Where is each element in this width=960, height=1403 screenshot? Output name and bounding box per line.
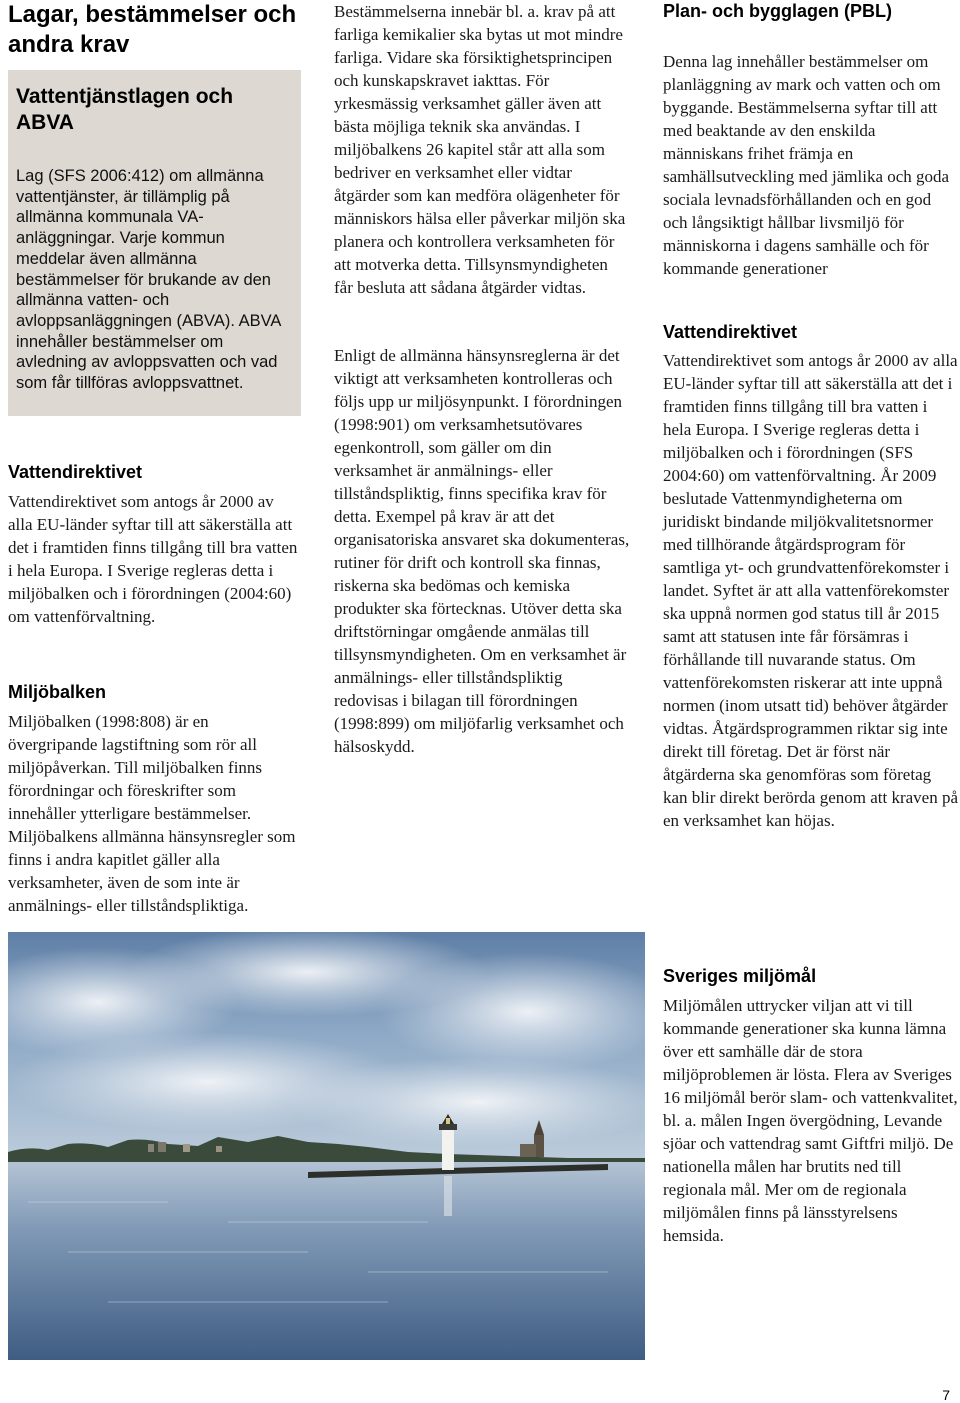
abva-box-body: Lag (SFS 2006:412) om allmänna vattentjänster, är tillämplig på allmänna kommunala VA-anläggningar. Varje kommun meddelar även allmänna bestämmelser för brukande av den allmänna vatten- och avloppsanläggningen (ABVA). ABVA innehåller bestämmelser om avledning av avloppsvatten och vad som får tillföras avloppsvattnet.: [16, 167, 281, 393]
abva-box-title: Vattentjänstlagen och ABVA: [16, 85, 234, 134]
vattendirektivet-body-col1: Vattendirektivet som antogs år 2000 av alla EU-länder syftar till att säkerställa att det i framtiden finns tillgång till bra vatten i hela Europa. I Sverige regleras detta i miljöbalken och i förordningen (2004:60) om vattenförvaltning.: [8, 492, 298, 626]
pbl-heading: Plan- och bygglagen (PBL): [663, 1, 893, 21]
miljobalken-continued-para2: Enligt de allmänna hänsynsreglerna är det viktigt att verksamheten kontrolleras och följs upp ur miljösynpunkt. I förordningen (1998:901) om verksamhetsutövares egenkontroll, som gäller om din verksamhet är anmälnings- eller tillståndspliktig, finns specifika krav för detta. Exempel på krav är att det organisatoriska ansvaret ska dokumenteras, rutiner för drift och kontroll ska finnas, riskerna ska bedömas och kemiska produkter ska förtecknas. Utöver detta ska driftstörningar omgående anmälas till tillsynsmyndigheten. Om en verksamhet är anmälnings- eller tillståndspliktig redovisas i bilagan till förordningen (1998:899) om miljöfarlig verksamhet och hälsoskydd.: [334, 346, 630, 756]
abva-info-box: [8, 70, 301, 416]
miljobalken-heading: Miljöbalken: [8, 682, 107, 702]
lake-lighthouse-photo: [8, 932, 645, 1360]
miljobalken-continued-para1: Bestämmelserna innebär bl. a. krav på att farliga kemikalier ska bytas ut mot mindre farliga. Vidare ska försiktighetsprincipen och kunskapskravet iakttas. För yrkesmässig verksamhet gäller även att bästa möjliga teknik ska användas. I miljöbalkens 26 kapitel står att alla som bedriver en verksamhet eller vidtar åtgärder som kan medföra olägenheter för människors hälsa eller påverkar miljön ska planera och kontrollera verksamheten för att motverka detta. Tillsynsmyndigheten får besluta att sådana åtgärder vidtas.: [334, 2, 626, 297]
page-title: Lagar, bestämmelser och andra krav: [8, 1, 297, 58]
vattendirektivet-heading-col1: Vattendirektivet: [8, 462, 143, 482]
pbl-body: Denna lag innehåller bestämmelser om planläggning av mark och vatten och om byggande. Bestämmelserna syftar till att med beaktande av den enskilda människans frihet främja en samhällsutveckling med jämlika och goda sociala levnadsförhållanden och en god och långsiktigt hållbar livsmiljö för människorna i dagens samhälle och för kommande generationer: [663, 52, 950, 278]
vattendirektivet-body-col3: Vattendirektivet som antogs år 2000 av alla EU-länder syftar till att säkerställa att det i framtiden finns tillgång till bra vatten i hela Europa. I Sverige regleras detta i miljöbalken och i förordningen (SFS 2004:60) om vattenförvaltning. År 2009 beslutade Vattenmyndigheterna om juridiskt bindande miljökvalitetsnormer med tillhörande åtgärdsprogram för samtliga yt- och grundvattenförekomster i landet. Syftet är att alla vattenförekomster ska uppnå normen god status till år 2015 samt att statusen inte får försämras i förhållande till nuvarande status. Om vattenförekomsten riskerar att inte uppnå normen (inom utsatt tid) behöver åtgärder vidtas. Åtgärdsprogrammen riktar sig inte direkt till företag. Det är först när åtgärderna ska genomföras som företag kan blir direkt berörda genom att kraven på en verksamhet kan höjas.: [663, 351, 959, 830]
vattendirektivet-heading-col3: Vattendirektivet: [663, 322, 798, 342]
miljomal-heading: Sveriges miljömål: [663, 966, 817, 986]
miljobalken-body: Miljöbalken (1998:808) är en övergripande lagstiftning som rör all miljöpåverkan. Till miljöbalken finns förordningar och föreskrifter som innehåller ytterligare bestämmelser. Miljöbalkens allmänna hänsynsregler som finns i andra kapitlet gäller alla verksamheter, även de som inte är anmälnings- eller tillståndspliktiga.: [8, 712, 296, 915]
miljomal-body: Miljömålen uttrycker viljan att vi till kommande generationer ska kunna lämna över ett samhälle där de stora miljöproblemen är lösta. Flera av Sveriges 16 miljömål berör slam- och vattenkvalitet, bl. a. målen Ingen övergödning, Levande sjöar och vattendrag samt Giftfri miljö. De nationella målen har brutits ned till regionala mål. Mer om de regionala miljömålen finns på länsstyrelsens hemsida.: [663, 996, 958, 1245]
page-number: 7: [942, 1387, 950, 1403]
